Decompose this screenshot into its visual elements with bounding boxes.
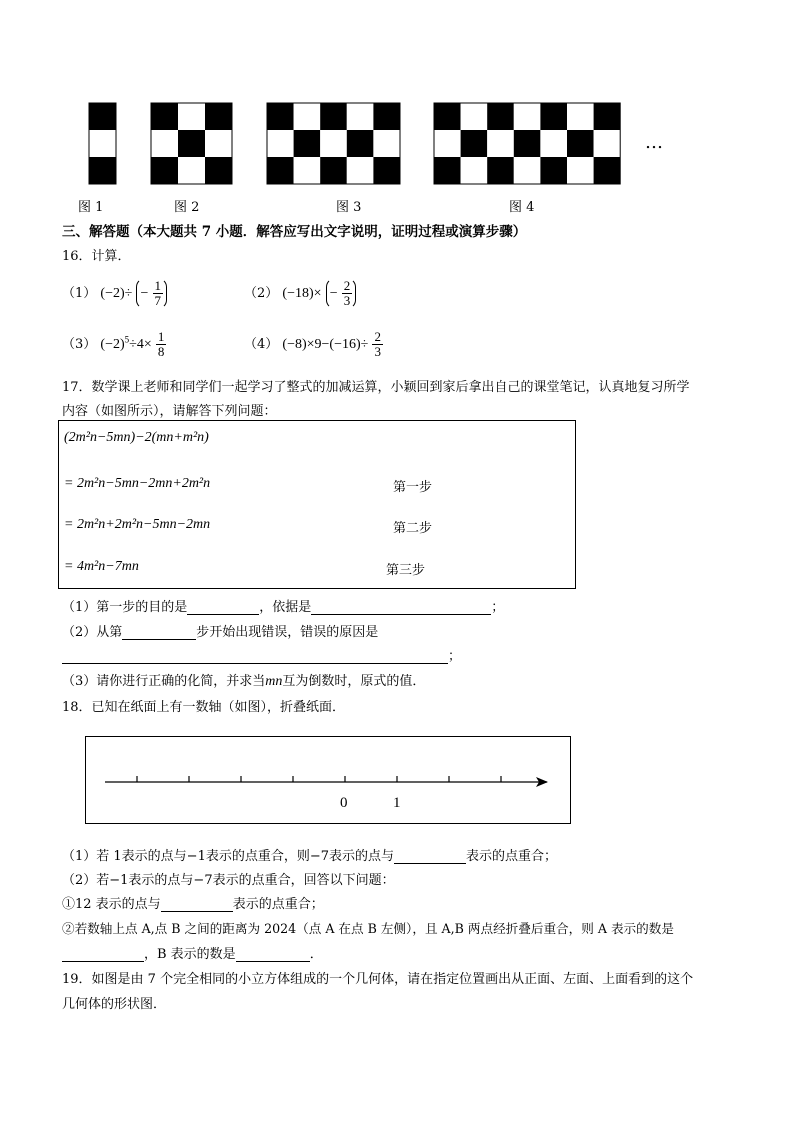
checker-cell (594, 103, 621, 130)
q18-c2-blank-b[interactable] (236, 947, 310, 962)
q16-part4-number: （4） (244, 337, 279, 352)
q17-sub3 (62, 670, 425, 690)
checker-cell (434, 103, 461, 130)
q17-sub1-text: （1）第一步的目的是 (62, 600, 188, 615)
notes-step-3: 第三步 (386, 563, 426, 578)
q16-part2-paren (326, 278, 357, 309)
q18-sub2-c2-line2 (62, 943, 323, 962)
q17-sub2-text2: 步开始出现错误，错误的原因是 (196, 625, 379, 640)
q16-part2-number: （2） (244, 286, 279, 301)
checker-cell (205, 130, 232, 157)
checker-figure-svg (0, 0, 794, 200)
figure-4-pattern (434, 103, 620, 184)
checker-cell (205, 103, 232, 130)
q17-sub2-end: ； (448, 649, 462, 664)
checker-cell (320, 103, 347, 130)
checker-cell (151, 130, 178, 157)
notes-step-1: 第一步 (393, 480, 433, 495)
q16-part2 (244, 278, 356, 309)
notes-row-3: = 2m²n+2m²n−5mn−2mn (64, 517, 211, 532)
q17-sub3-variable: mn (265, 674, 283, 689)
checker-cell (514, 157, 541, 184)
q17-sub3-text: （3）请你进行正确的化简，并求当 (62, 674, 266, 689)
q16-part3-number: （3） (62, 337, 97, 352)
q17-sub2 (62, 621, 378, 640)
q17-sub1-blank-basis[interactable] (311, 600, 491, 615)
checker-cell (294, 130, 321, 157)
q17-sub2-blank-reason[interactable] (62, 649, 448, 664)
fraction-numerator: 2 (343, 278, 351, 293)
q17-sub2-text: （2）从第 (62, 625, 123, 640)
q18-sub1 (62, 845, 557, 864)
label-one: 1 (393, 795, 401, 811)
q18-c1-text: ①12 表示的点与 (62, 897, 161, 912)
checker-cell (594, 157, 621, 184)
label-zero: 0 (340, 795, 348, 811)
q18-heading: 18．已知在纸面上有一数轴（如图），折叠纸面． (62, 700, 346, 715)
q18-sub1-blank[interactable] (394, 849, 466, 864)
q16-part2-expr: (−18)× (282, 286, 322, 301)
checker-cell (373, 157, 400, 184)
q17-stem-line1: 17．数学课上老师和同学们一起学习了整式的加减运算，小颖回到家后拿出自己的课堂笔记，认真地复习所学 (62, 380, 690, 395)
figure-1-label: 图 1 (78, 200, 104, 215)
q16-part3-exponent: 5 (124, 334, 130, 345)
figure-2-label: 图 2 (174, 200, 200, 215)
checker-cell (89, 103, 116, 130)
checker-cell (267, 103, 294, 130)
checker-cell (294, 103, 321, 130)
checker-cell (567, 130, 594, 157)
checker-cell (567, 103, 594, 130)
number-line-ticks (137, 776, 501, 782)
q16-part1-number: （1） (62, 286, 97, 301)
q16-part4 (244, 330, 383, 359)
figure-3-label: 图 3 (336, 200, 362, 215)
section-title: 三、解答题（本大题共 7 小题．解答应写出文字说明，证明过程或演算步骤） (62, 224, 527, 240)
checker-cell (540, 103, 567, 130)
q18-sub2-c2: ②若数轴上点 A,点 B 之间的距离为 2024（点 A 在点 B 左侧），且 A,B 两点经折叠后重合，则 A 表示的数是 (62, 921, 674, 936)
fraction-denominator: 3 (374, 344, 381, 359)
number-line-svg (85, 736, 571, 824)
q16-part1-fraction (153, 279, 164, 308)
checker-cell (294, 157, 321, 184)
q17-sub2-line2 (62, 645, 461, 664)
checker-cell (373, 130, 400, 157)
fraction-numerator: 1 (157, 329, 165, 344)
q16-part1-expr: (−2)÷ (100, 286, 133, 301)
checker-cell (540, 130, 567, 157)
q16-part4-expr: (−8)×9−(−16)÷ (282, 337, 369, 352)
checker-cell (267, 130, 294, 157)
q16-part3 (62, 330, 166, 359)
checker-cell (487, 157, 514, 184)
q16-part2-fraction (342, 279, 353, 308)
checker-cell (373, 103, 400, 130)
fraction-denominator: 7 (154, 293, 162, 308)
checker-cell (461, 157, 488, 184)
checker-cell (347, 103, 374, 130)
q16-part3-fraction (156, 330, 167, 359)
checker-cell (514, 103, 541, 130)
figure-3-pattern (267, 103, 400, 184)
q19-stem-line1: 19．如图是由 7 个完全相同的小立方体组成的一个几何体，请在指定位置画出从正面、左面、上面看到的这个 (62, 972, 694, 987)
q16-part1-sign: − (140, 286, 149, 301)
checker-cell (567, 157, 594, 184)
checker-cell (178, 130, 205, 157)
fraction-numerator: 1 (154, 278, 162, 293)
checker-cell (594, 130, 621, 157)
checker-cell (434, 130, 461, 157)
q16-part1 (62, 278, 167, 309)
notes-step-2: 第二步 (393, 521, 433, 536)
notes-row-1: (2m²n−5mn)−2(mn+m²n) (64, 430, 209, 445)
q17-sub1-text2: ，依据是 (259, 600, 312, 615)
notes-row-2: = 2m²n−5mn−2mn+2m²n (64, 476, 211, 491)
q19-stem-line2: 几何体的形状图． (62, 997, 167, 1012)
checker-cell (540, 157, 567, 184)
checker-cell (514, 130, 541, 157)
fraction-denominator: 3 (343, 293, 351, 308)
checker-cell (89, 130, 116, 157)
figure-1-pattern (89, 103, 116, 184)
q18-sub2: （2）若−1表示的点与−7表示的点重合，回答以下问题： (62, 873, 395, 888)
checker-cell (320, 130, 347, 157)
checker-cell (487, 103, 514, 130)
q18-sub2-c1 (62, 893, 324, 912)
q17-sub2-blank-step[interactable] (122, 625, 196, 640)
q16-part4-fraction (372, 330, 383, 359)
q17-sub1-blank-purpose[interactable] (187, 600, 259, 615)
q16-heading: 16．计算． (62, 249, 131, 264)
q16-part3-base: (−2) (100, 337, 125, 352)
q18-c2-end: ． (309, 947, 323, 962)
checker-cell (151, 103, 178, 130)
q18-c2-text2: ，B 表示的数是 (144, 947, 236, 962)
checker-cell (320, 157, 347, 184)
fraction-numerator: 2 (374, 329, 381, 344)
checker-cell (347, 157, 374, 184)
checker-cell (461, 130, 488, 157)
checker-cell (89, 157, 116, 184)
checker-cell (178, 157, 205, 184)
checker-cell (267, 157, 294, 184)
q18-c1-blank[interactable] (161, 897, 233, 912)
checker-cell (434, 157, 461, 184)
notes-row-4: = 4m²n−7mn (64, 559, 139, 574)
checker-cell (487, 130, 514, 157)
q17-sub3-text2: 互为倒数时，原式的值． (282, 674, 426, 689)
figure-4-label: 图 4 (509, 200, 535, 215)
q18-sub1-text: （1）若 1表示的点与−1表示的点重合，则−7表示的点与 (62, 849, 395, 864)
figure-2-pattern (151, 103, 232, 184)
q18-sub1-text2: 表示的点重合； (466, 849, 558, 864)
q16-part1-paren (136, 278, 167, 309)
q18-c2-blank-a[interactable] (62, 947, 144, 962)
checker-cell (347, 130, 374, 157)
q17-sub1-end: ； (491, 600, 505, 615)
q17-stem-line2: 内容（如图所示），请解答下列问题： (62, 404, 277, 419)
checker-cell (151, 157, 178, 184)
q16-part2-sign: − (329, 286, 338, 301)
q17-sub1 (62, 596, 504, 615)
checker-cell (461, 103, 488, 130)
fraction-denominator: 8 (157, 344, 165, 359)
checker-cell (205, 157, 232, 184)
checker-cell (178, 103, 205, 130)
q16-part3-rest: ÷4× (129, 337, 152, 352)
q18-c1-text2: 表示的点重合； (232, 897, 324, 912)
ellipsis: … (645, 132, 663, 153)
